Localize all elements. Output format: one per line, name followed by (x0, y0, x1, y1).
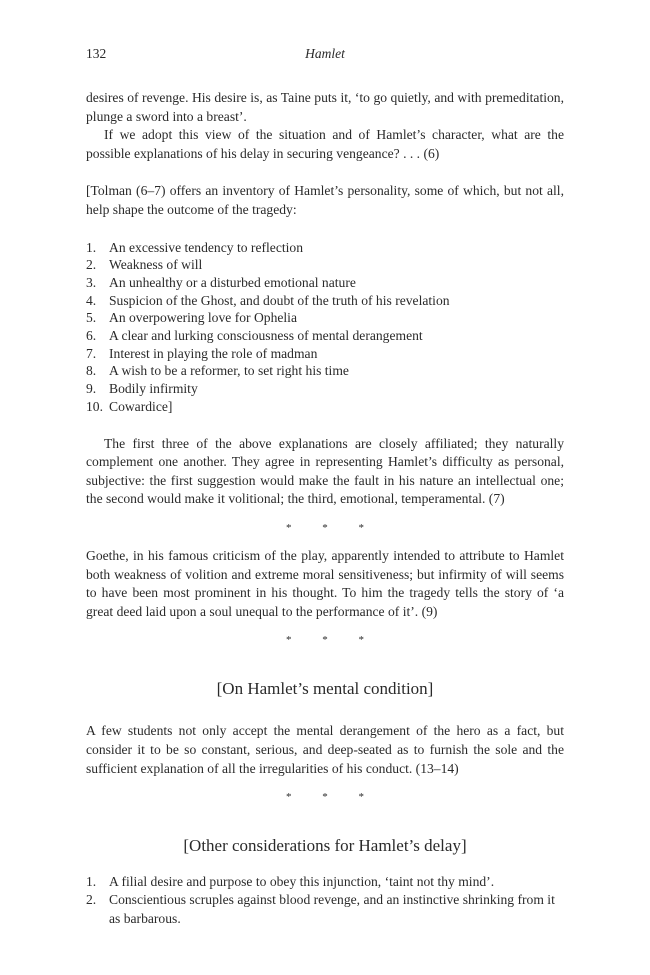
list-item: 7. Interest in playing the role of madman (86, 345, 318, 361)
paragraph-tolman-intro: [Tolman (6–7) offers an inventory of Hamlet’s personality, some of which, but not all, help shape the outcome of the tragedy: (86, 183, 564, 217)
list-item: 1. A filial desire and purpose to obey this injunction, ‘taint not thy mind’. (86, 874, 495, 890)
paragraph-taine-quote: desires of revenge. His desire is, as Taine puts it, ‘to go quietly, and with premeditation, plunge a sword into a breast’. (86, 90, 564, 124)
list-item: 2. Conscientious scruples against blood revenge, and an instinctive shrinking from it as barbarous. (86, 892, 555, 926)
page-number: 132 (86, 46, 107, 61)
list-item: 9. Bodily infirmity (86, 381, 198, 397)
running-header (86, 46, 564, 66)
list-item: 1. An excessive tendency to reflection (86, 239, 304, 255)
list-item: 10. Cowardice] (86, 398, 173, 414)
paragraph-mental-derangement: A few students not only accept the mental derangement of the hero as a fact, but consider it to be so constant, serious, and deep-seated as to furnish the sole and the sufficient explanation of all the irregularities of his conduct. (13–14) (86, 723, 564, 776)
list-item: 3. An unhealthy or a disturbed emotional nature (86, 274, 356, 290)
paragraph-delay-question: If we adopt this view of the situation and of Hamlet’s character, what are the possible explanations of his delay in securing vengeance? . . . (6) (86, 127, 564, 161)
section-heading-mental-condition: [On Hamlet’s mental condition] (216, 679, 434, 699)
list-item: 6. A clear and lurking consciousness of mental derangement (86, 328, 423, 344)
running-title: Hamlet (305, 46, 345, 61)
section-heading-other-considerations: [Other considerations for Hamlet’s delay] (183, 836, 467, 856)
tolman-explanations-list (86, 239, 564, 416)
page-body (86, 89, 564, 928)
list-item: 8. A wish to be a reformer, to set right his time (86, 363, 349, 379)
section-separator: * * * (286, 521, 378, 534)
paragraph-affiliated-explanations: The first three of the above explanations are closely affiliated; they naturally complement one another. They agree in representing Hamlet’s difficulty as personal, subjective: the first suggestion would make the fault in his nature an intellectual one; the second would make it volitional; the third, emotional, temperamental. (7) (86, 435, 564, 507)
list-item: 2. Weakness of will (86, 257, 203, 273)
list-item: 4. Suspicion of the Ghost, and doubt of the truth of his revelation (86, 292, 450, 308)
other-considerations-list (86, 873, 564, 928)
paragraph-goethe: Goethe, in his famous criticism of the play, apparently intended to attribute to Hamlet both weakness of volition and extreme moral sensitiveness; but infirmity of will seems to have been most prominent in his thought. To him the tragedy tells the story of ‘a great deed laid upon a soul unequal to the performance of it’. (9) (86, 547, 564, 619)
section-separator: * * * (286, 791, 378, 804)
list-item: 5. An overpowering love for Ophelia (86, 310, 297, 326)
section-separator: * * * (286, 634, 378, 647)
